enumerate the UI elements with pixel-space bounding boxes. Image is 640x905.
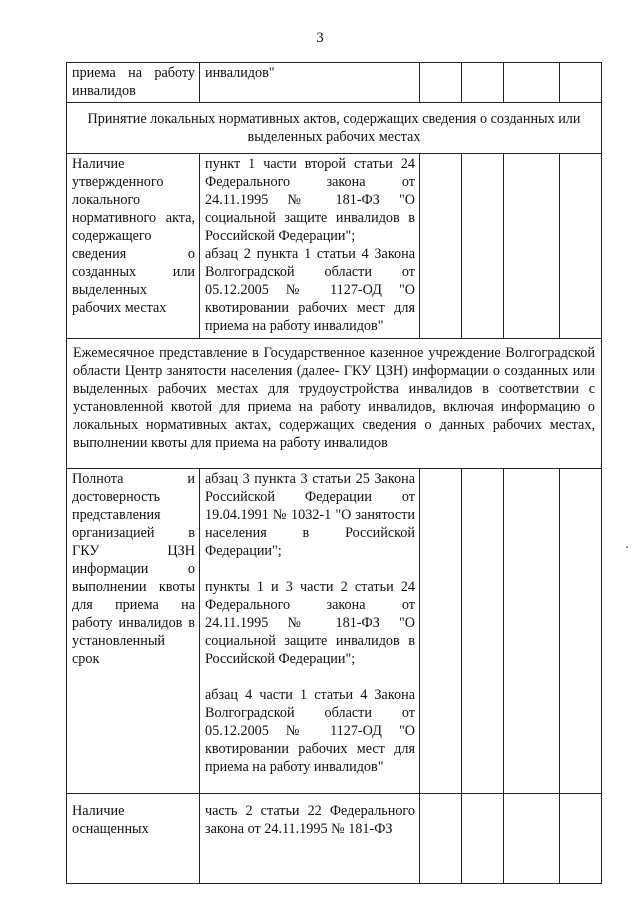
scan-speck — [626, 546, 628, 548]
table-row — [67, 469, 602, 794]
criterion-cell: Полнота и достоверность представления организацией в ГКУ ЦЗН информации о выполнении квоты для приема на работу инвалидов в установленный срок — [67, 469, 200, 794]
legal-basis-cell: инвалидов" — [200, 63, 420, 103]
legal-reference: абзац 2 пункта 1 статьи 4 Закона Волгоградской области от 05.12.2005 № 1127-ОД "О квотировании рабочих мест для приема на работу инвалидов" — [205, 246, 415, 334]
empty-cell — [504, 469, 560, 794]
table-row — [67, 794, 602, 884]
legal-basis-cell — [200, 154, 420, 339]
legal-reference: пункт 1 части второй статьи 24 Федерального закона от 24.11.1995 № 181-ФЗ "О социальной защите инвалидов в Российской Федерации"; — [205, 156, 415, 244]
criterion-cell: Наличие оснащенных — [67, 794, 200, 884]
empty-cell — [560, 469, 602, 794]
empty-cell — [462, 63, 504, 103]
empty-cell — [420, 154, 462, 339]
table-row — [67, 63, 602, 103]
section-heading-row — [67, 103, 602, 154]
empty-cell — [462, 794, 504, 884]
empty-cell — [420, 469, 462, 794]
criterion-cell: приема на работу инвалидов — [67, 63, 200, 103]
empty-cell — [504, 63, 560, 103]
empty-cell — [560, 794, 602, 884]
legal-basis-cell: часть 2 статьи 22 Федерального закона от 24.11.1995 № 181-ФЗ — [200, 794, 420, 884]
empty-cell — [560, 63, 602, 103]
criterion-cell: Наличие утвержденного локального нормативного акта, содержащего сведения о созданных или выделенных рабочих местах — [67, 154, 200, 339]
empty-cell — [420, 63, 462, 103]
section-heading: Принятие локальных нормативных актов, содержащих сведения о созданных или выделенных рабочих местах — [67, 103, 602, 154]
empty-cell — [504, 154, 560, 339]
legal-reference: пункты 1 и 3 части 2 статьи 24 Федерального закона от 24.11.1995 № 181-ФЗ "О социальной защите инвалидов в Российской Федерации"; — [205, 579, 415, 667]
table-row — [67, 154, 602, 339]
empty-cell — [504, 794, 560, 884]
section-heading-row — [67, 339, 602, 469]
empty-cell — [462, 469, 504, 794]
legal-reference: абзац 4 части 1 статьи 4 Закона Волгоградской области от 05.12.2005 № 1127-ОД "О квотировании рабочих мест для приема на работу инвалидов" — [205, 687, 415, 775]
empty-cell — [420, 794, 462, 884]
empty-cell — [560, 154, 602, 339]
page-number: 3 — [316, 30, 324, 46]
legal-basis-cell — [200, 469, 420, 794]
requirements-table — [66, 62, 602, 884]
empty-cell — [462, 154, 504, 339]
legal-reference: абзац 3 пункта 3 статьи 25 Закона Российской Федерации от 19.04.1991 № 1032-1 "О занятости населения в Российской Федерации"; — [205, 471, 415, 559]
section-heading: Ежемесячное представление в Государственное казенное учреждение Волгоградской области Центр занятости населения (далее- ГКУ ЦЗН) информации о созданных или выделенных рабочих местах для трудоустройства инвалидов в соответствии с установленной квотой для приема на работу инвалидов, включая информацию о локальных нормативных актах, содержащих сведения о данных рабочих местах, выполнении квоты для приема на работу инвалидов — [67, 339, 602, 469]
